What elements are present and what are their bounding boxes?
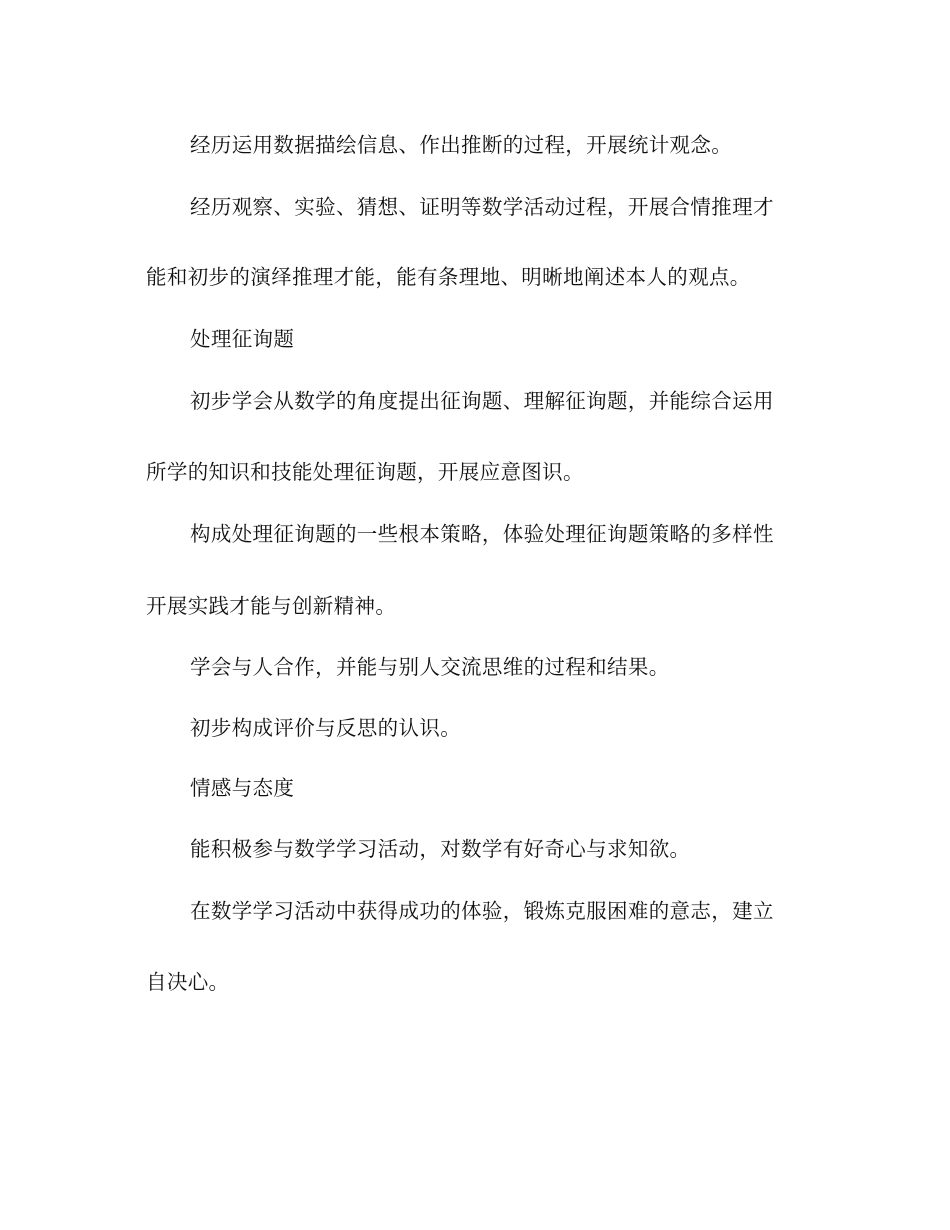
paragraph-cooperation: 学会与人合作，并能与别人交流思维的过程和结果。	[190, 655, 670, 679]
section-heading-attitude: 情感与态度	[190, 776, 295, 800]
paragraph-statistics: 经历运用数据描绘信息、作出推断的过程，开展统计观念。	[190, 133, 733, 157]
paragraph-confidence-line-2: 自决心。	[146, 970, 230, 994]
paragraph-strategies-line-2: 开展实践才能与创新精神。	[146, 594, 397, 618]
paragraph-problem-posing-line-1: 初步学会从数学的角度提出征询题、理解征询题，并能综合运用	[190, 389, 774, 413]
paragraph-reasoning-line-2: 能和初步的演绎推理才能，能有条理地、明晰地阐述本人的观点。	[146, 265, 751, 289]
paragraph-confidence-line-1: 在数学学习活动中获得成功的体验，锻炼克服困难的意志，建立	[190, 899, 774, 923]
paragraph-strategies-line-1: 构成处理征询题的一些根本策略，体验处理征询题策略的多样性	[190, 522, 774, 546]
paragraph-reflection: 初步构成评价与反思的认识。	[190, 716, 462, 740]
section-heading-problem-solving: 处理征询题	[190, 327, 295, 351]
paragraph-problem-posing-line-2: 所学的知识和技能处理征询题，开展应意图识。	[146, 460, 584, 484]
paragraph-reasoning-line-1: 经历观察、实验、猜想、证明等数学活动过程，开展合情推理才	[190, 195, 774, 219]
paragraph-curiosity: 能积极参与数学学习活动，对数学有好奇心与求知欲。	[190, 837, 691, 861]
